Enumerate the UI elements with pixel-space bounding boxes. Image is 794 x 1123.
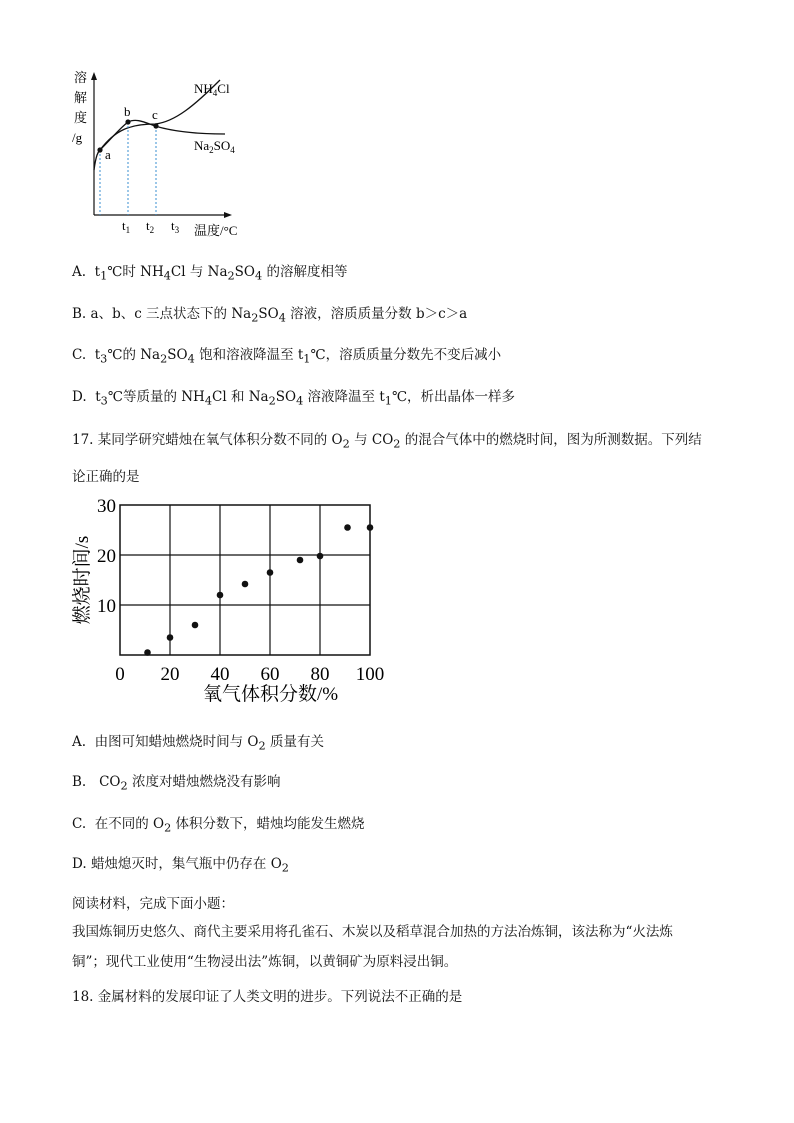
text: 体积分数下，蜡烛均能发生燃烧 — [171, 816, 365, 832]
text: ℃，溶质质量分数先不变后减小 — [310, 347, 502, 363]
sub: 2 — [251, 311, 259, 325]
sub: 3 — [100, 352, 108, 366]
chart-xlabel: 氧气体积分数/% — [203, 684, 339, 705]
point-c — [153, 123, 158, 128]
tick-t3: $t_3$ — [171, 218, 180, 235]
data-point — [192, 622, 199, 629]
text: 蜡烛熄灭时，集气瓶中仍存在 O — [90, 856, 282, 872]
q17-option-a — [72, 730, 324, 753]
sub: 2 — [342, 437, 350, 451]
data-point — [144, 649, 151, 656]
reading-para-line2: 铜”；现代工业使用“生物浸出法”炼铜，以黄铜矿为原料浸出铜。 — [72, 954, 458, 970]
text: Cl 和 Na — [212, 389, 269, 405]
q16-option-d — [72, 385, 515, 408]
ylabel-char-1: 溶 — [74, 70, 88, 85]
sub: 2 — [120, 779, 128, 793]
q17-option-b — [72, 770, 280, 793]
sub: 4 — [163, 269, 171, 283]
text: ℃等质量的 NH — [107, 389, 205, 405]
sub: 2 — [227, 269, 235, 283]
point-b-label: b — [124, 104, 131, 119]
option-letter: B. — [72, 306, 87, 322]
q17-stem-line1 — [72, 428, 702, 451]
y-tick-label: 10 — [97, 596, 116, 617]
reading-heading: 阅读材料，完成下面小题： — [72, 896, 234, 912]
x-tick-label: 80 — [310, 664, 330, 685]
text: t — [94, 264, 101, 280]
chart-points — [144, 524, 373, 656]
text: Cl 与 Na — [170, 264, 228, 280]
q16-option-c — [72, 343, 501, 366]
x-axis-arrow — [224, 212, 232, 218]
chart-ticks — [97, 496, 384, 685]
nh4cl-label: $NH_4Cl$ — [194, 81, 230, 98]
x-tick-label: 0 — [115, 664, 125, 685]
burn-time-chart — [68, 490, 408, 710]
x-tick-label: 60 — [260, 664, 280, 685]
point-c-label: c — [152, 107, 158, 122]
x-tick-label: 20 — [160, 664, 180, 685]
text: SO — [234, 264, 255, 280]
sub: 2 — [393, 437, 401, 451]
q17-stem-line2: 论正确的是 — [72, 469, 140, 485]
data-point — [297, 557, 304, 564]
point-b — [125, 119, 130, 124]
q16-option-b — [72, 302, 467, 325]
chart-grid — [120, 505, 370, 655]
point-a — [97, 147, 102, 152]
tick-t2: $t_2$ — [146, 218, 155, 235]
plot-frame — [120, 505, 370, 655]
sub: 2 — [281, 861, 289, 875]
text: 17. 某同学研究蜡烛在氧气体积分数不同的 O — [72, 432, 343, 448]
option-letter: D. — [72, 856, 87, 872]
sub: 3 — [100, 394, 108, 408]
data-point — [217, 592, 224, 599]
y-axis-arrow — [91, 72, 97, 80]
chart-ylabel — [71, 536, 93, 625]
sub: 2 — [160, 352, 168, 366]
y-tick-label: 30 — [97, 496, 116, 517]
data-point — [242, 581, 249, 588]
ylabel-char-2: 解 — [74, 90, 88, 105]
data-point — [267, 569, 274, 576]
text: 饱和溶液降温至 t — [194, 347, 304, 363]
text: 的溶解度相等 — [262, 264, 348, 280]
option-letter: B. — [72, 774, 87, 790]
sub: 1 — [100, 269, 108, 283]
text: 质量有关 — [265, 734, 324, 750]
q17-option-d — [72, 852, 289, 875]
text: 的混合气体中的燃烧时间，图为所测数据。下列结 — [400, 432, 702, 448]
text: 溶液，溶质质量分数 b＞c＞a — [285, 306, 468, 322]
ylabel-char-4: /g — [72, 130, 83, 145]
sub: 4 — [187, 352, 195, 366]
sub: 4 — [296, 394, 304, 408]
text: t — [95, 389, 101, 405]
text: ℃时 NH — [107, 264, 164, 280]
data-point — [317, 553, 324, 560]
q17-option-c — [72, 812, 365, 835]
q18-stem: 18. 金属材料的发展印证了人类文明的进步。下列说法不正确的是 — [72, 989, 463, 1005]
sub: 2 — [164, 821, 172, 835]
option-letter: D. — [72, 389, 87, 405]
text: CO — [99, 774, 121, 790]
sub: 1 — [384, 394, 392, 408]
sub: 2 — [258, 739, 266, 753]
text: 由图可知蜡烛燃烧时间与 O — [94, 734, 259, 750]
y-tick-label: 20 — [97, 546, 116, 567]
y-axis-label: 燃烧时间/s — [72, 535, 93, 625]
option-letter: C. — [72, 347, 87, 363]
text: ℃的 Na — [107, 347, 161, 363]
text: SO — [258, 306, 279, 322]
text: 与 CO — [349, 432, 394, 448]
text: 在不同的 O — [94, 816, 165, 832]
ylabel-char-3: 度 — [74, 110, 88, 125]
point-a-label: a — [105, 147, 111, 162]
text: t — [94, 347, 101, 363]
text: ℃，析出晶体一样多 — [391, 389, 516, 405]
text: 浓度对蜡烛燃烧没有影响 — [127, 774, 281, 790]
x-tick-label: 40 — [210, 664, 230, 685]
sub: 4 — [255, 269, 263, 283]
solubility-figure — [60, 60, 260, 240]
sub: 4 — [278, 311, 286, 325]
data-point — [367, 524, 374, 531]
sub: 2 — [268, 394, 276, 408]
option-letter: C. — [72, 816, 87, 832]
data-point — [167, 634, 174, 641]
option-letter: A. — [72, 734, 87, 750]
text: a、b、c 三点状态下的 Na — [90, 306, 252, 322]
x-tick-label: 100 — [355, 664, 385, 685]
q16-option-a — [72, 260, 347, 283]
reading-para-line1: 我国炼铜历史悠久、商代主要采用将孔雀石、木炭以及稻草混合加热的方法冶炼铜，该法称为“火法炼 — [72, 924, 673, 940]
tick-t1: $t_1$ — [122, 218, 131, 235]
text: SO — [275, 389, 297, 405]
sub: 4 — [204, 394, 212, 408]
text: SO — [167, 347, 188, 363]
x-axis-label: 温度/°C — [194, 223, 238, 238]
text: 溶液降温至 t — [303, 389, 385, 405]
data-point — [344, 524, 351, 531]
sub: 1 — [303, 352, 311, 366]
option-letter: A. — [72, 264, 87, 280]
na2so4-label: $Na_2SO_4$ — [194, 138, 235, 155]
